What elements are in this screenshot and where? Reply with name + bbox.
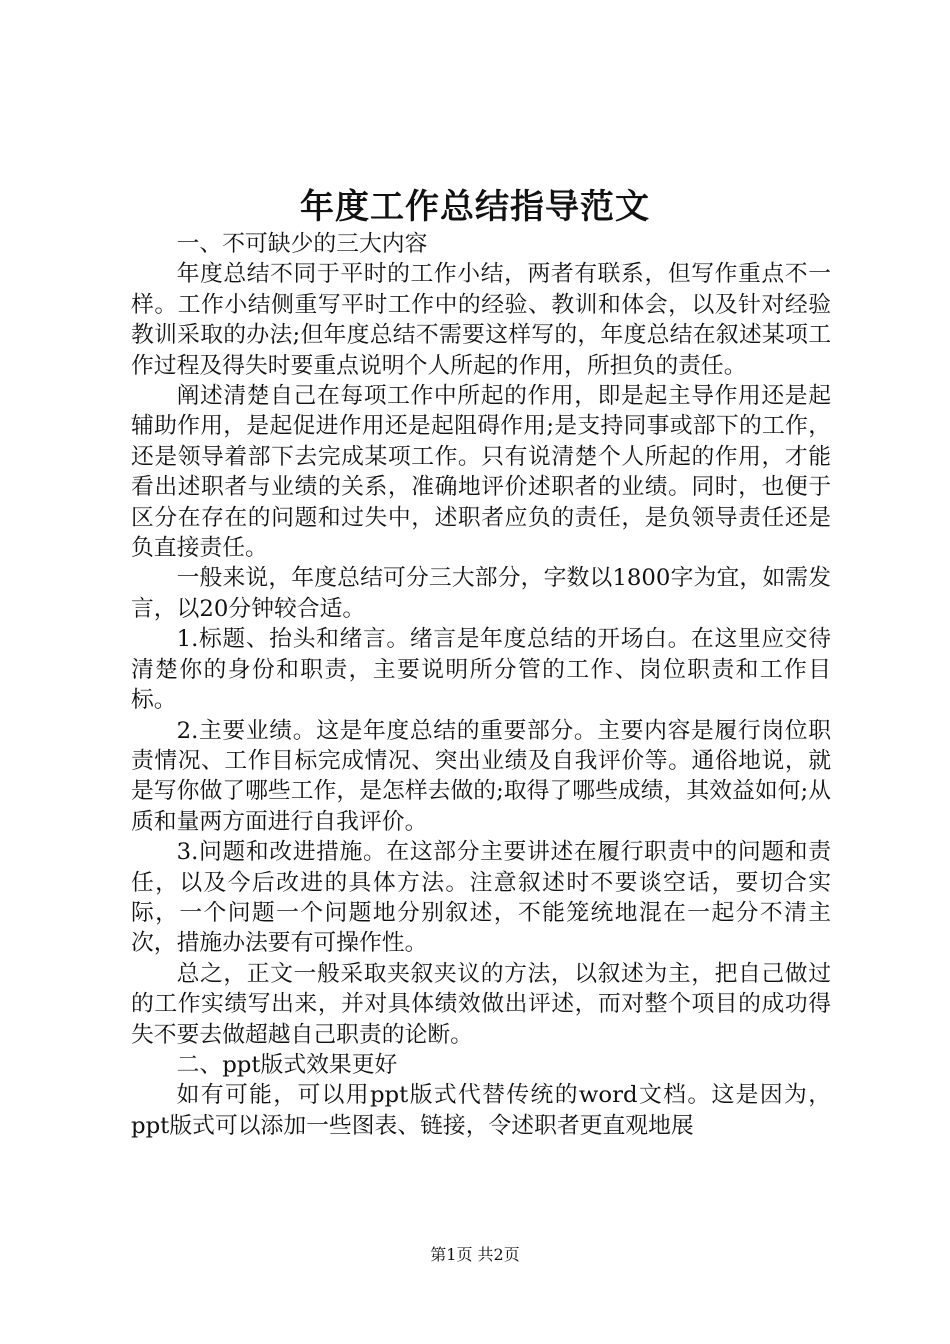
paragraph: 阐述清楚自己在每项工作中所起的作用，即是起主导作用还是起辅助作用，是起促进作用还是起阻碍作用;是支持同事或部下的工作，还是领导着部下去完成某项工作。只有说清楚个人所起的作用，才能看出述职者与业绩的关系，准确地评价述职者的业绩。同时，也便于区分在存在的问题和过失中，述职者应负的责任，是负领导责任还是负直接责任。 — [131, 383, 831, 562]
paragraph: 如有可能，可以用ppt版式代替传统的word文档。这是因为，ppt版式可以添加一些图表、链接，令述职者更直观地展 — [131, 1082, 831, 1139]
paragraph: 1.标题、抬头和绪言。绪言是年度总结的开场白。在这里应交待清楚你的身份和职责，主要说明所分管的工作、岗位职责和工作目标。 — [131, 626, 831, 714]
page-number-footer: 第1页 共2页 — [430, 1245, 520, 1264]
paragraph: 二、ppt版式效果更好 — [176, 1051, 398, 1078]
paragraph: 一、不可缺少的三大内容 — [176, 231, 428, 257]
paragraph: 总之，正文一般采取夹叙夹议的方法，以叙述为主，把自己做过的工作实绩写出来，并对具体绩效做出评述，而对整个项目的成功得失不要去做超越自己职责的论断。 — [131, 960, 831, 1048]
paragraph: 一般来说，年度总结可分三大部分，字数以1800字为宜，如需发言，以20分钟较合适。 — [131, 565, 831, 622]
document-title: 年度工作总结指导范文 — [300, 187, 650, 227]
document-body — [131, 229, 831, 1141]
paragraph: 3.问题和改进措施。在这部分主要讲述在履行职责中的问题和责任，以及今后改进的具体方法。注意叙述时不要谈空话，要切合实际，一个问题一个问题地分别叙述，不能笼统地混在一起分不清主次，措施办法要有可操作性。 — [131, 839, 831, 957]
paragraph: 2.主要业绩。这是年度总结的重要部分。主要内容是履行岗位职责情况、工作目标完成情况、突出业绩及自我评价等。通俗地说，就是写你做了哪些工作，是怎样去做的;取得了哪些成绩，其效益如何;从质和量两方面进行自我评价。 — [131, 717, 831, 835]
paragraph: 年度总结不同于平时的工作小结，两者有联系，但写作重点不一样。工作小结侧重写平时工作中的经验、教训和体会，以及针对经验教训采取的办法;但年度总结不需要这样写的，年度总结在叙述某项工作过程及得失时要重点说明个人所起的作用，所担负的责任。 — [131, 261, 831, 379]
